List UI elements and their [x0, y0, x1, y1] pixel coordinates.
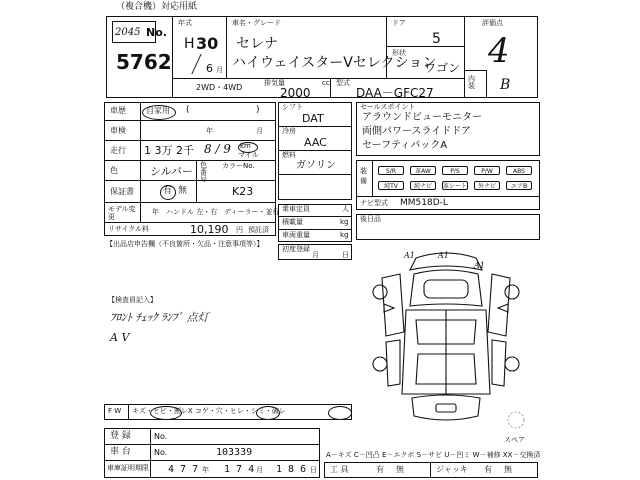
- interior-score: B: [500, 77, 511, 93]
- selling-points-label: セールスポイント: [360, 103, 416, 111]
- reg-label: 登 録: [110, 431, 131, 441]
- recycle-value: 10,190: [190, 223, 229, 236]
- year-era: H: [184, 36, 195, 52]
- top-fragment-text: （複合機）対応用紙: [116, 2, 198, 12]
- selling-point-1: アラウンドビューモニター: [362, 112, 482, 123]
- cert-digits-3: 1 8 6: [276, 464, 307, 475]
- month-unit: 月: [216, 66, 223, 74]
- mark-a1-upper: A1: [474, 261, 485, 270]
- ac-value: AAC: [304, 136, 327, 149]
- recycle-label: リサイクル料: [108, 225, 150, 233]
- color-value: シルバー: [150, 165, 193, 178]
- warranty-no: 無: [178, 186, 188, 196]
- mark-a1-front-right: A1: [438, 251, 449, 260]
- inspection-label: 車検: [110, 126, 126, 135]
- extra-label: 後日品: [360, 215, 381, 223]
- selling-point-3: セーフティパックA: [362, 140, 448, 151]
- equipment-tag: P/W: [474, 166, 500, 175]
- fw-items: キズ・ヒビ・割レX コゲ・穴・ヒレ・シミ・破レ: [132, 407, 286, 415]
- fuel-label: 燃料: [282, 151, 296, 159]
- shift-value: DAT: [302, 112, 324, 125]
- year-label: 年式: [178, 19, 192, 27]
- inspector-label: 【検査員記入】: [108, 296, 157, 304]
- capacity-label: 乗車定員: [282, 205, 310, 213]
- load-label: 積載量: [282, 218, 303, 226]
- color-no-label: 色番号: [200, 161, 207, 183]
- dealer: ディーラー・並行: [224, 208, 280, 216]
- cert-digits-1: 4 7 7: [168, 464, 199, 475]
- displacement-value: 2000: [280, 86, 311, 100]
- cert-digits-2: 1 7 4: [224, 464, 255, 475]
- equipment-tag: エアB: [506, 181, 532, 190]
- ac-label: 冷房: [282, 127, 296, 135]
- fuel-value: ガソリン: [296, 160, 336, 171]
- equipment-tag: S/R: [378, 166, 404, 175]
- month-value: 6: [206, 62, 213, 75]
- lot-prefix: 2045: [115, 27, 141, 38]
- body-label: 形状: [392, 49, 406, 57]
- equipment-tag: 純TV: [378, 181, 404, 190]
- history-value: 自家用: [146, 106, 170, 115]
- inspector-note-2: A V: [110, 331, 130, 344]
- color-no-label2: カラーNo.: [222, 162, 255, 170]
- vin-value: 103339: [216, 447, 253, 458]
- score-value: 4: [488, 31, 510, 71]
- color-code: K23: [232, 185, 254, 198]
- equipment-tag: 外ナビ: [474, 181, 500, 190]
- mileage-hand: 8 / 9: [204, 142, 231, 156]
- grade-name: ハイウェイスターVセレクション: [232, 55, 437, 71]
- selling-point-2: 両側パワースライドドア: [362, 126, 471, 137]
- car-damage-diagram: [356, 244, 536, 434]
- history-label: 車歴: [110, 106, 126, 115]
- navi-model: MM518D-L: [400, 198, 448, 208]
- interior-label: 内装: [468, 75, 475, 90]
- equipment-tag: P/S: [442, 166, 468, 175]
- damage-legend: A－キズ C－凹凸 E－エクボ S－サビ U－凹ミ W－補修 XX－交換済: [326, 451, 541, 459]
- mileage-unit2: マイル: [238, 151, 259, 159]
- first-reg-label: 初度登録: [282, 245, 310, 253]
- shift-label: シフト: [282, 103, 303, 111]
- body-type: ワゴン: [424, 61, 461, 75]
- mark-a1-front-left: A1: [404, 251, 415, 260]
- mileage-value: 1 3万 2千: [144, 144, 194, 157]
- score-label: 評価点: [482, 19, 503, 27]
- mileage-unit: km: [240, 142, 251, 150]
- name-grade-label: 車名・グレード: [232, 19, 281, 27]
- year-value: 30: [196, 34, 219, 53]
- steering: ハンドル 左・右: [166, 208, 218, 216]
- fw-label: F W: [108, 407, 122, 415]
- tool-label: 工 具: [330, 465, 349, 474]
- door-label: ドア: [392, 19, 406, 27]
- model-name: セレナ: [236, 36, 278, 52]
- warranty-yes: 有: [163, 186, 173, 196]
- inspector-note-1: ﾌﾛﾝﾄ ﾁｪｯｸ ﾗﾝﾌﾟ 点灯: [110, 311, 209, 324]
- recycle-status: 預託済: [248, 226, 269, 234]
- drive-type: 2WD・4WD: [196, 83, 243, 92]
- equipment-tag: 革シート: [443, 183, 468, 190]
- spare-label: スペア: [504, 436, 525, 444]
- equipment-tag: 革AW: [410, 166, 436, 175]
- mileage-label: 走行: [110, 146, 126, 155]
- weight-label: 車両重量: [282, 231, 310, 239]
- warranty-label: 保証書: [110, 187, 134, 196]
- extra-items-box: [356, 214, 540, 240]
- display-note: 【出品店申告欄（不良箇所・欠品・注意事項等）】: [106, 240, 264, 248]
- type-label: 型式: [336, 79, 350, 87]
- displacement-unit: cc: [322, 79, 330, 87]
- equipment-label: 装備: [360, 167, 367, 185]
- cert-label: 車庫証明期限: [107, 464, 149, 472]
- displacement-label: 排気量: [264, 79, 285, 87]
- type-code: DAA－GFC27: [356, 86, 434, 100]
- vin-label: 車 台: [110, 447, 131, 457]
- color-label: 色: [110, 166, 118, 175]
- door-count: 5: [432, 31, 441, 47]
- lot-number: 5762: [116, 50, 172, 74]
- lot-label: No.: [146, 26, 167, 39]
- jack-label: ジャッキ: [436, 465, 468, 474]
- model-change-label: モデル変更: [108, 205, 136, 221]
- equipment-tag: ABS: [506, 166, 532, 175]
- equipment-tag: 純ナビ: [410, 181, 436, 190]
- navi-label: ナビ型式: [360, 199, 388, 207]
